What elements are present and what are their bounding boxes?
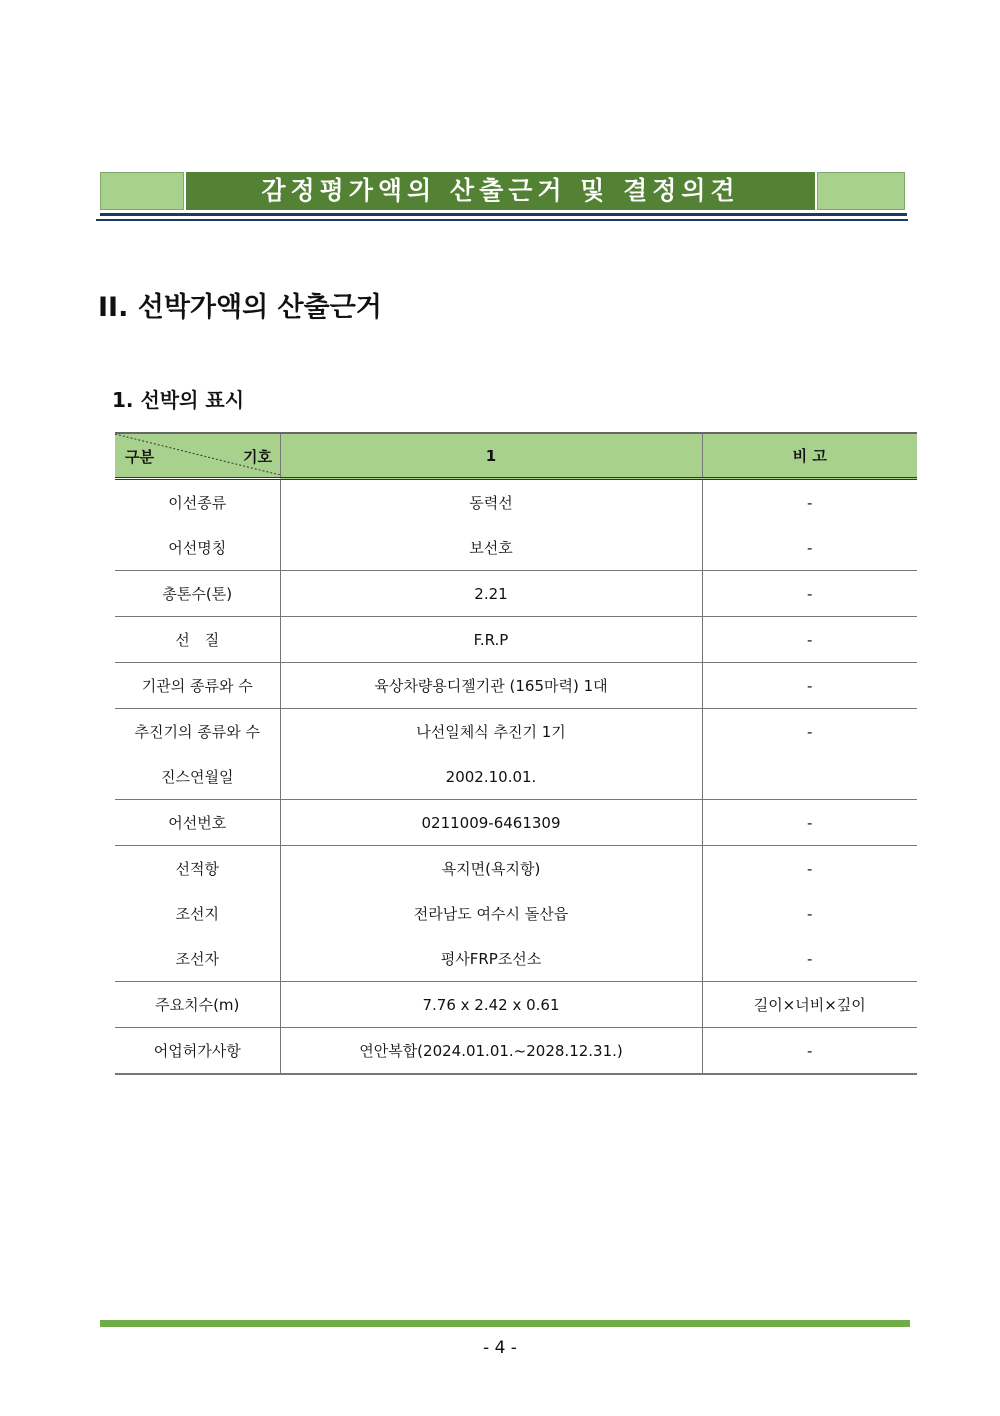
banner-right-block bbox=[817, 172, 905, 210]
row-value: 2.21 bbox=[280, 571, 702, 617]
table-header-row bbox=[115, 433, 917, 479]
row-value: 평사FRP조선소 bbox=[280, 936, 702, 982]
row-label: 선 질 bbox=[115, 617, 280, 663]
row-note bbox=[702, 754, 917, 800]
row-value: 욕지면(욕지항) bbox=[280, 846, 702, 892]
header-col-note: 비 고 bbox=[702, 433, 917, 479]
sub-title: 1. 선박의 표시 bbox=[112, 388, 245, 412]
row-note: - bbox=[702, 525, 917, 571]
table-row bbox=[115, 800, 917, 846]
row-label: 어선번호 bbox=[115, 800, 280, 846]
row-value: 전라남도 여수시 돌산읍 bbox=[280, 891, 702, 936]
table-row bbox=[115, 617, 917, 663]
row-value: 7.76 x 2.42 x 0.61 bbox=[280, 982, 702, 1028]
row-label: 선적항 bbox=[175, 860, 219, 878]
table-row bbox=[115, 982, 917, 1028]
row-note: 길이×너비×깊이 bbox=[702, 982, 917, 1028]
footer-rule bbox=[100, 1320, 910, 1327]
table-row bbox=[115, 663, 917, 709]
page-number: - 4 - bbox=[483, 1338, 517, 1358]
table-row bbox=[115, 709, 917, 755]
banner-rule bbox=[96, 219, 908, 221]
row-note: - bbox=[807, 859, 813, 878]
row-value: F.R.P bbox=[280, 617, 702, 663]
banner-title: 감정평가액의 산출근거 및 결정의견 bbox=[186, 172, 815, 210]
row-label: 추진기의 종류와 수 bbox=[134, 723, 260, 741]
row-value: 연안복합(2024.01.01.~2028.12.31.) bbox=[280, 1028, 702, 1075]
row-note: - bbox=[807, 904, 813, 923]
table-row bbox=[115, 891, 917, 936]
banner-left-block bbox=[100, 172, 184, 210]
banner-rule bbox=[100, 213, 907, 216]
row-value: 2002.10.01. bbox=[280, 754, 702, 800]
section-title: II. 선박가액의 산출근거 bbox=[98, 292, 382, 323]
table-row bbox=[115, 936, 917, 982]
row-label: 조선자 bbox=[115, 936, 280, 982]
row-note: - bbox=[807, 722, 813, 741]
row-value: 나선일체식 추진기 1기 bbox=[280, 709, 702, 755]
title-banner bbox=[100, 172, 905, 212]
row-note: - bbox=[702, 571, 917, 617]
row-label: 주요치수(m) bbox=[115, 982, 280, 1028]
diagonal-header-cell bbox=[115, 433, 280, 479]
row-value: 보선호 bbox=[280, 525, 702, 571]
row-note: - bbox=[702, 1028, 917, 1075]
header-row-label: 구분 bbox=[125, 448, 154, 466]
table-row bbox=[115, 571, 917, 617]
table-row bbox=[115, 525, 917, 571]
row-label: 진스연월일 bbox=[115, 754, 280, 800]
row-label: 이선종류 bbox=[168, 494, 227, 512]
row-label: 총톤수(톤) bbox=[115, 571, 280, 617]
table-row bbox=[115, 846, 917, 892]
ship-info-table bbox=[115, 432, 917, 1075]
row-label: 조선지 bbox=[175, 905, 219, 923]
row-label: 기관의 종류와 수 bbox=[115, 663, 280, 709]
row-value: 육상차량용디젤기관 (165마력) 1대 bbox=[280, 663, 702, 709]
row-value: 동력선 bbox=[280, 479, 702, 526]
row-label: 어선명칭 bbox=[115, 525, 280, 571]
row-note: - bbox=[702, 663, 917, 709]
header-col-label: 기호 bbox=[243, 448, 272, 466]
row-note: - bbox=[702, 800, 917, 846]
row-note: - bbox=[807, 493, 813, 512]
table-row bbox=[115, 1028, 917, 1075]
row-note: - bbox=[702, 936, 917, 982]
row-label: 어업허가사항 bbox=[115, 1028, 280, 1075]
row-note: - bbox=[702, 617, 917, 663]
row-value: 0211009-6461309 bbox=[280, 800, 702, 846]
table-row bbox=[115, 479, 917, 526]
header-col-1: 1 bbox=[280, 433, 702, 479]
table-row bbox=[115, 754, 917, 800]
